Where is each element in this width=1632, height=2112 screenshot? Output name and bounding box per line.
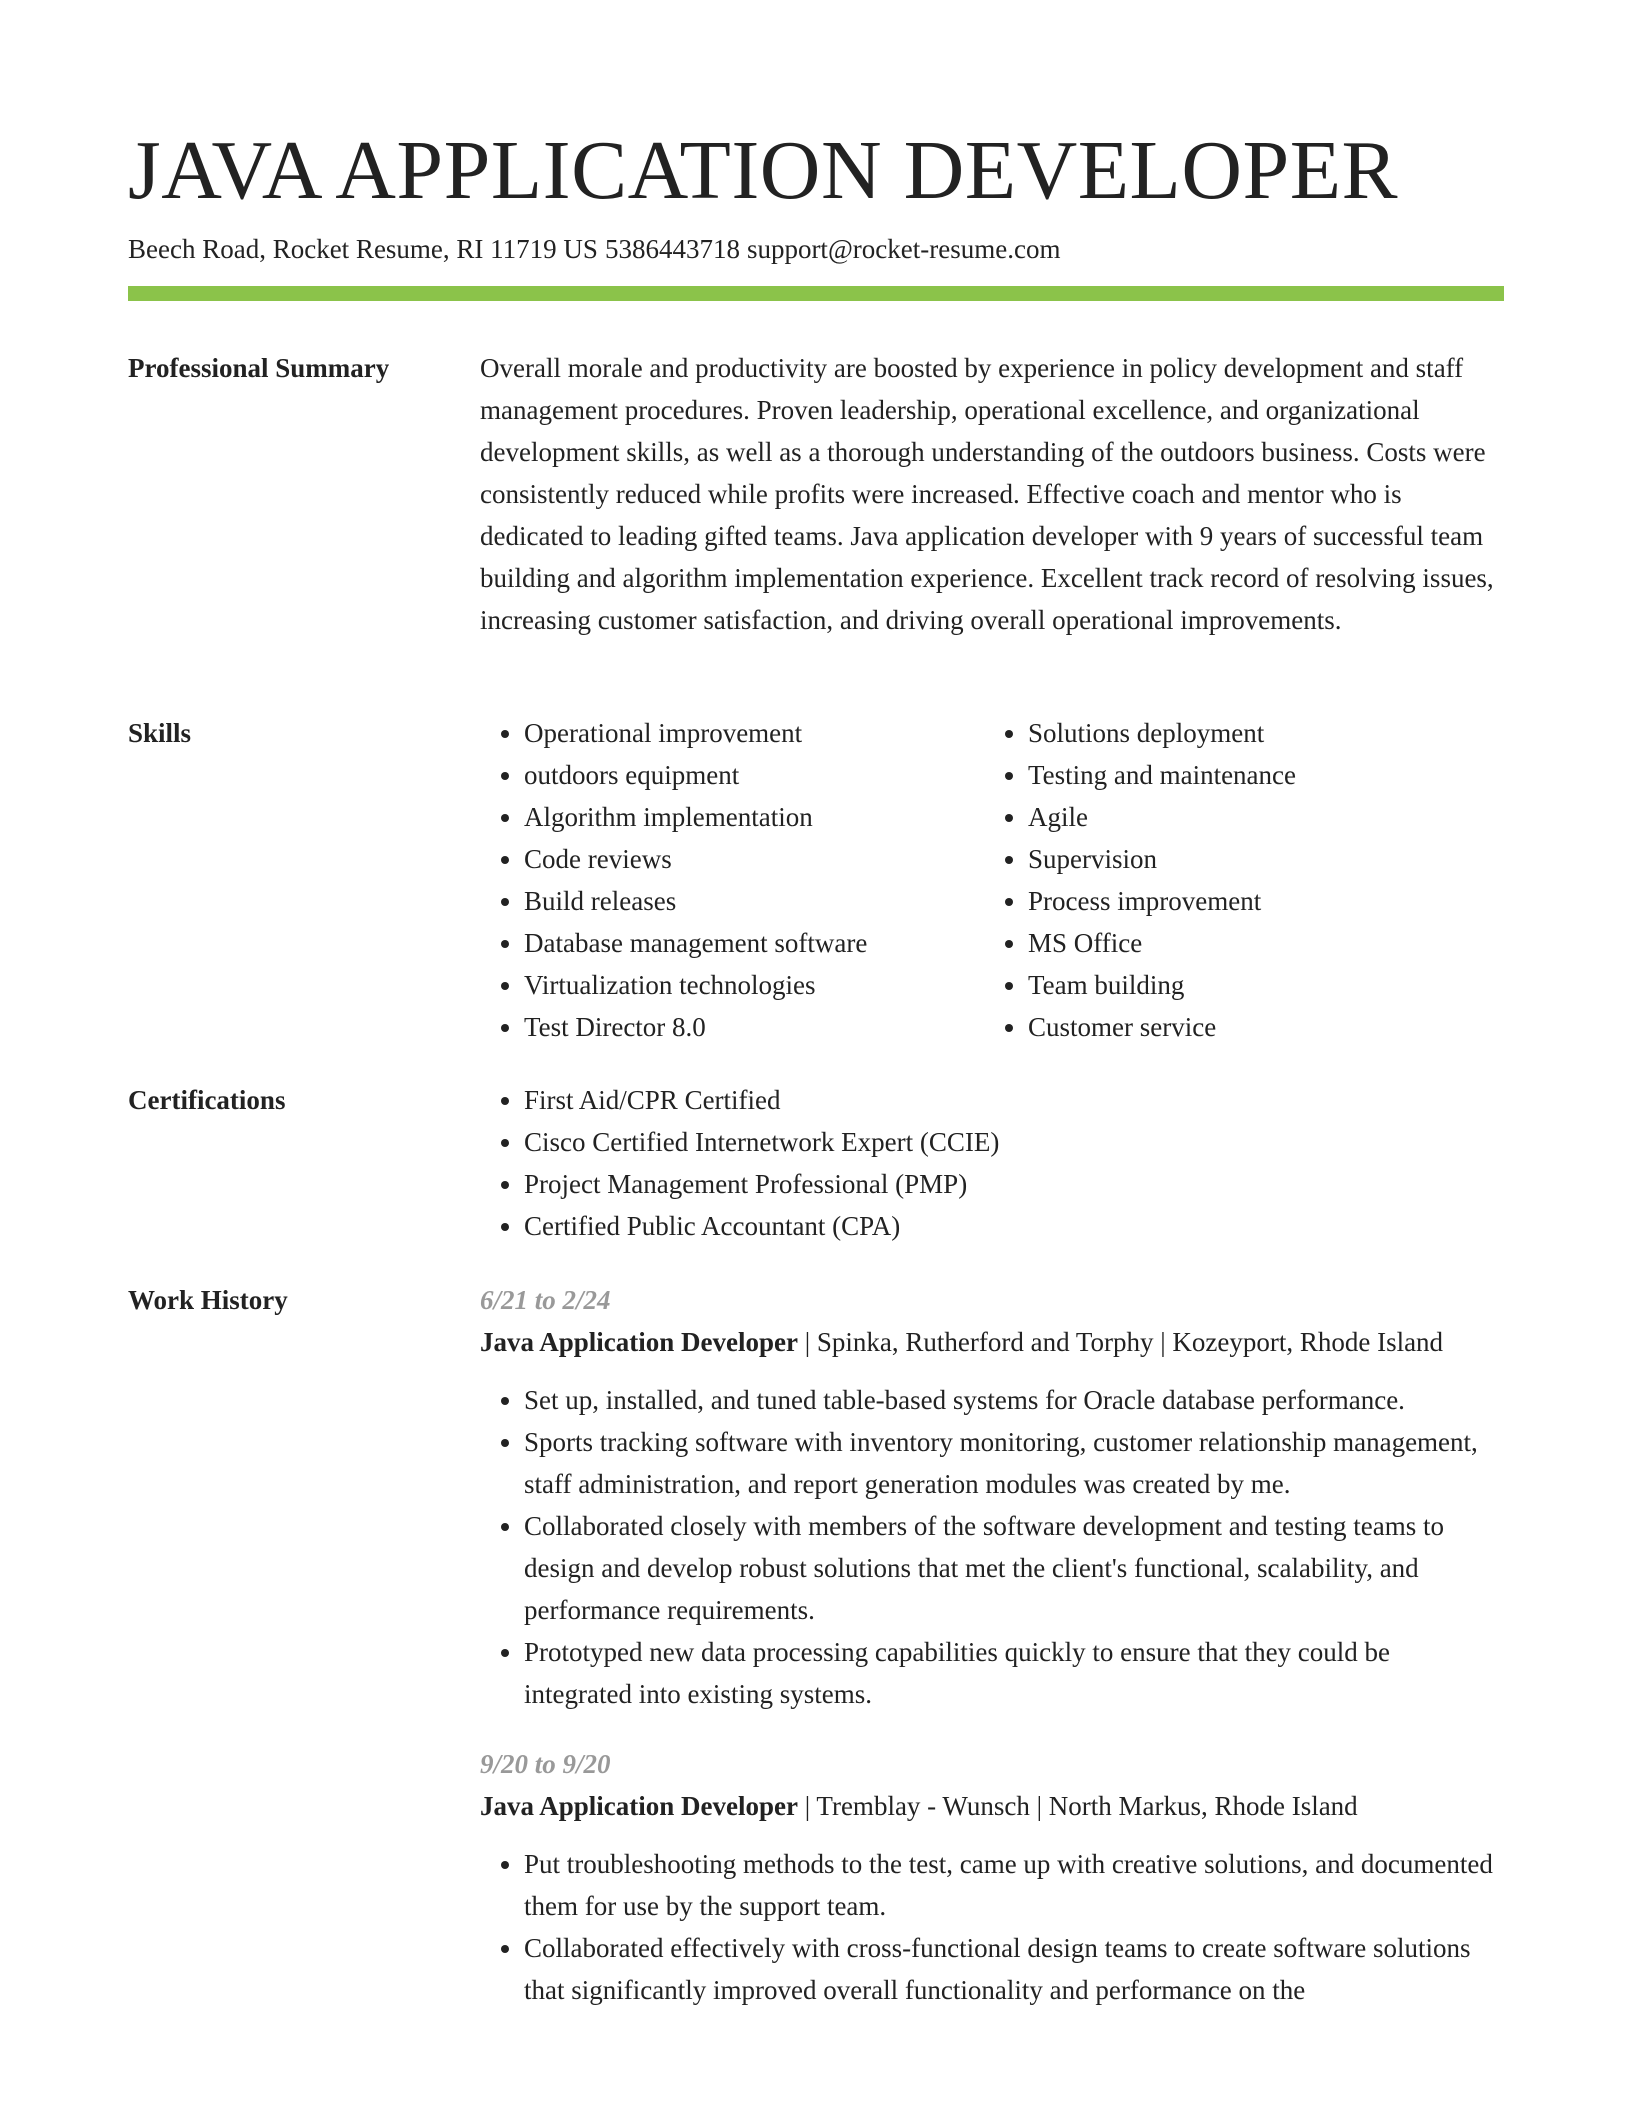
summary-body — [480, 347, 1504, 641]
certifications-label: Certifications — [128, 1085, 286, 1115]
job-bullet: • Put troubleshooting methods to the test, came up with creative solutions, and documented them for use by the support team. — [524, 1843, 1504, 1927]
summary-label: Professional Summary — [128, 353, 390, 383]
skill-item: • Team building — [1028, 964, 1488, 1006]
job-title: Java Application Developer — [480, 1327, 798, 1357]
job-bullet: • Collaborated closely with members of the software development and testing teams to design and develop robust solutions that met the client's functional, scalability, and performance requirements. — [524, 1505, 1504, 1631]
certification-item: • Project Management Professional (PMP) — [524, 1163, 1504, 1205]
work-history-label: Work History — [128, 1285, 288, 1315]
job-bullets — [480, 1379, 1504, 1715]
contact-email: support@rocket-resume.com — [746, 234, 1061, 264]
skill-item: • Process improvement — [1028, 880, 1488, 922]
skill-item: • Supervision — [1028, 838, 1488, 880]
job-entry — [480, 1279, 1504, 1715]
work-history-body — [480, 1279, 1504, 2039]
skill-item: • Virtualization technologies — [524, 964, 984, 1006]
certifications-list — [480, 1079, 1504, 1247]
accent-divider — [128, 286, 1504, 301]
certification-item: • First Aid/CPR Certified — [524, 1079, 1504, 1121]
job-title: Java Application Developer — [480, 1791, 798, 1821]
skills-label: Skills — [128, 718, 192, 748]
job-bullet: • Prototyped new data processing capabilities quickly to ensure that they could be integrated into existing systems. — [524, 1631, 1504, 1715]
skills-column-right — [984, 712, 1488, 1048]
skill-item: • Test Director 8.0 — [524, 1006, 984, 1048]
job-heading — [480, 1321, 1504, 1363]
skills-list-right — [984, 712, 1488, 1048]
skill-item: • Agile — [1028, 796, 1488, 838]
job-details: | Spinka, Rutherford and Torphy | Kozeyport, Rhode Island — [798, 1327, 1444, 1357]
job-heading — [480, 1785, 1504, 1827]
contact-phone: 5386443718 — [604, 234, 740, 264]
job-entry — [480, 1743, 1504, 2011]
skills-list-left — [480, 712, 984, 1048]
job-dates: 6/21 to 2/24 — [480, 1285, 611, 1315]
skill-item: • Testing and maintenance — [1028, 754, 1488, 796]
skills-grid — [480, 712, 1504, 1048]
skill-item: • Build releases — [524, 880, 984, 922]
skill-item: • outdoors equipment — [524, 754, 984, 796]
skills-column-left — [480, 712, 984, 1048]
skills-body — [480, 712, 1504, 1048]
summary-text: Overall morale and productivity are boosted by experience in policy development and staff management procedures. Proven leadership, operational excellence, and organizational development skills, as well as a thorough understanding of the outdoors business. Costs were consistently reduced while profits were increased. Effective coach and mentor who is dedicated to leading gifted teams. Java application developer with 9 years of successful team building and algorithm implementation experience. Excellent track record of resolving issues, increasing customer satisfaction, and driving overall operational improvements. — [480, 353, 1494, 635]
skill-item: • Algorithm implementation — [524, 796, 984, 838]
skill-item: • Solutions deployment — [1028, 712, 1488, 754]
certifications-body — [480, 1079, 1504, 1247]
skill-item: • MS Office — [1028, 922, 1488, 964]
skill-item: • Code reviews — [524, 838, 984, 880]
resume-name: JAVA APPLICATION DEVELOPER — [128, 124, 1399, 217]
job-bullets — [480, 1843, 1504, 2011]
certification-item: • Certified Public Accountant (CPA) — [524, 1205, 1504, 1247]
job-bullet: • Set up, installed, and tuned table-based systems for Oracle database performance. — [524, 1379, 1504, 1421]
job-details: | Tremblay - Wunsch | North Markus, Rhode Island — [798, 1791, 1358, 1821]
certification-item: • Cisco Certified Internetwork Expert (CCIE) — [524, 1121, 1504, 1163]
contact-address: Beech Road, Rocket Resume, RI 11719 US — [128, 234, 598, 264]
job-bullet: • Collaborated effectively with cross-functional design teams to create software solutions that significantly improved overall functionality and performance on the — [524, 1927, 1504, 2011]
job-bullet: • Sports tracking software with inventory monitoring, customer relationship management, staff administration, and report generation modules was created by me. — [524, 1421, 1504, 1505]
contact-line — [128, 232, 1060, 266]
skill-item: • Customer service — [1028, 1006, 1488, 1048]
skill-item: • Operational improvement — [524, 712, 984, 754]
job-dates: 9/20 to 9/20 — [480, 1749, 611, 1779]
skill-item: • Database management software — [524, 922, 984, 964]
